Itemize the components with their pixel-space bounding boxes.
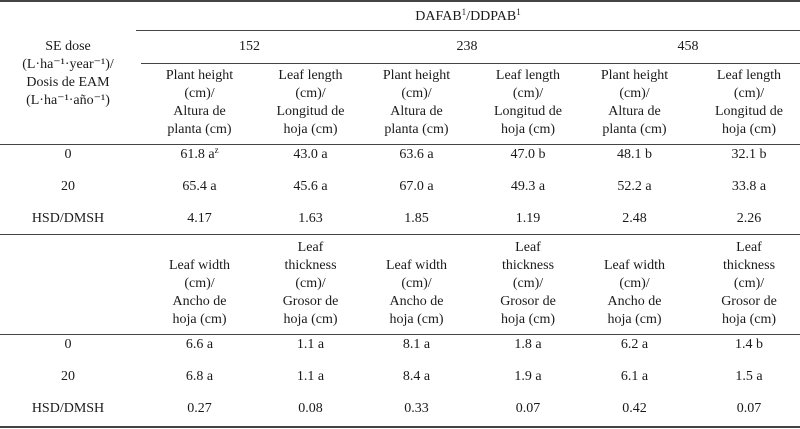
row-label: 0 [64, 337, 72, 352]
column-header-line: Leaf width [385, 258, 448, 273]
column-header [480, 67, 576, 139]
column-header-line: Leaf length [278, 68, 343, 83]
column-header-line: planta (cm) [167, 122, 232, 137]
table-cell [358, 400, 475, 418]
column-header-line: (cm)/ [295, 86, 326, 101]
table-cell [576, 336, 693, 354]
group-title [136, 8, 800, 26]
cell-value: 1.4 b [735, 337, 763, 352]
table-cell [480, 336, 576, 354]
section-divider-rule [0, 234, 800, 235]
column-header-line: Grosor de [721, 294, 777, 309]
period-underline-238 [358, 63, 576, 64]
column-header-line: hoja (cm) [172, 312, 227, 327]
cell-value: 6.2 a [620, 337, 649, 352]
column-header-line: hoja (cm) [283, 122, 338, 137]
cell-value: 2.26 [736, 211, 762, 226]
cell-value: 1.8 a [514, 337, 542, 352]
column-header-line: (cm)/ [401, 86, 432, 101]
table-cell [698, 146, 800, 164]
table-cell [576, 400, 693, 418]
column-header-line: (cm)/ [733, 276, 765, 291]
table-cell [263, 400, 358, 418]
group-underline [136, 30, 800, 31]
column-header-line: planta (cm) [384, 122, 449, 137]
table-cell [141, 210, 258, 228]
column-header-line: Ancho de [607, 294, 662, 309]
column-header-line: Plant height [600, 68, 669, 83]
table-cell [263, 146, 358, 164]
table-cell [698, 368, 800, 386]
cell-value: 2.48 [622, 211, 647, 226]
column-header-line: Altura de [390, 104, 443, 119]
column-header-line: Grosor de [500, 294, 556, 309]
column-header-line: Plant height [165, 68, 234, 83]
column-header-line: (cm)/ [184, 86, 215, 101]
column-header-line: hoja (cm) [389, 312, 444, 327]
column-header-line: (cm)/ [401, 276, 432, 291]
cell-value: 52.2 a [617, 179, 652, 194]
column-header-line: (cm)/ [619, 86, 650, 101]
cell-value: 6.6 a [185, 337, 214, 352]
cell-value: 33.8 a [731, 179, 767, 194]
table-cell [141, 146, 258, 164]
cell-value: 48.1 b [617, 147, 652, 162]
column-header-line: Longitud de [276, 104, 345, 119]
row-header-line: SE dose [45, 39, 91, 54]
column-header-line: Ancho de [389, 294, 444, 309]
table-cell [480, 400, 576, 418]
cell-value: 65.4 a [182, 179, 217, 194]
cell-value: 0.27 [187, 401, 212, 416]
column-header-line: hoja (cm) [500, 312, 556, 327]
cell-footnote-mark: z [214, 145, 219, 155]
group-title-a-sup: 1 [461, 7, 467, 17]
top-rule [0, 0, 800, 2]
group-title-sep: / [466, 9, 471, 24]
row-label: HSD/DMSH [31, 211, 105, 226]
column-header-line: hoja (cm) [500, 122, 556, 137]
period-header-238: 238 [456, 39, 478, 54]
column-header [576, 67, 693, 139]
column-header [698, 239, 800, 329]
table-cell [698, 336, 800, 354]
table-cell [358, 178, 475, 196]
table-cell [358, 336, 475, 354]
table-cell [263, 336, 358, 354]
cell-value: 0.42 [622, 401, 647, 416]
column-header-line: Plant height [382, 68, 451, 83]
column-header [358, 67, 475, 139]
cell-value: 0.33 [404, 401, 429, 416]
row-label: 20 [61, 179, 75, 194]
column-header [263, 67, 358, 139]
row-header-line: (L·ha⁻¹·año⁻¹) [26, 93, 110, 108]
column-header-line: (cm)/ [184, 276, 215, 291]
period-header-152: 152 [239, 39, 260, 54]
column-header [263, 239, 358, 329]
column-header-line: Ancho de [172, 294, 227, 309]
cell-value: 0.07 [736, 401, 762, 416]
bottom-rule [0, 426, 800, 428]
cell-value: 1.63 [298, 211, 323, 226]
cell-value: 45.6 a [293, 179, 328, 194]
column-header-line: thickness [722, 258, 776, 273]
cell-value: 32.1 b [731, 147, 767, 162]
column-header-line: Grosor de [282, 294, 339, 309]
table-cell [141, 368, 258, 386]
cell-value: 47.0 b [510, 147, 546, 162]
column-header-line: Leaf width [168, 258, 231, 273]
table-cell [576, 210, 693, 228]
row-header-line: Dosis de EAM [26, 75, 110, 90]
row-header [0, 38, 136, 110]
column-header-line: thickness [284, 258, 337, 273]
table-cell [263, 368, 358, 386]
row-label: HSD/DMSH [31, 401, 105, 416]
cell-value: 4.17 [187, 211, 212, 226]
table-cell [698, 400, 800, 418]
column-header-line: Leaf width [603, 258, 666, 273]
table-cell [576, 146, 693, 164]
cell-value: 6.1 a [620, 369, 649, 384]
period-underline-458 [576, 63, 800, 64]
cell-value: 1.1 a [296, 337, 325, 352]
column-header [141, 67, 258, 139]
row-header-line: (L·ha⁻¹·year⁻¹)/ [22, 57, 114, 72]
cell-value: 8.1 a [402, 337, 431, 352]
column-header-line: (cm)/ [512, 276, 544, 291]
group-title-a: DAFAB [415, 9, 462, 24]
cell-value: 1.85 [404, 211, 429, 226]
table-cell [698, 210, 800, 228]
column-header-line: (cm)/ [512, 86, 544, 101]
column-header [358, 257, 475, 329]
table-cell [480, 146, 576, 164]
column-header-line: (cm)/ [295, 276, 326, 291]
column-header-line: (cm)/ [619, 276, 650, 291]
group-title-b-sup: 1 [516, 7, 521, 17]
column-header-line: planta (cm) [602, 122, 667, 137]
column-header-line: Leaf length [716, 68, 782, 83]
column-header-line: Longitud de [714, 104, 784, 119]
cell-value: 6.8 a [185, 369, 214, 384]
row-label: 0 [64, 147, 72, 162]
period-header-458: 458 [677, 39, 699, 54]
table-cell [480, 210, 576, 228]
column-header [141, 257, 258, 329]
column-header-line: Longitud de [493, 104, 563, 119]
table-cell [141, 336, 258, 354]
column-header-line: Leaf [297, 240, 324, 255]
column-header-line: Altura de [608, 104, 661, 119]
cell-value: 61.8 a [180, 147, 215, 162]
period-underline-152 [141, 63, 358, 64]
column-header-line: hoja (cm) [721, 312, 777, 327]
cell-value: 43.0 a [293, 147, 328, 162]
cell-value: 63.6 a [399, 147, 434, 162]
table-cell [480, 178, 576, 196]
column-header-line: hoja (cm) [721, 122, 777, 137]
column-header [576, 257, 693, 329]
column-header-line: Leaf length [495, 68, 561, 83]
cell-value: 49.3 a [510, 179, 546, 194]
table-cell [358, 210, 475, 228]
row-label: 20 [61, 369, 75, 384]
table-cell [698, 178, 800, 196]
cell-value: 8.4 a [402, 369, 431, 384]
cell-value: 1.19 [515, 211, 541, 226]
cell-value: 1.9 a [514, 369, 542, 384]
group-title-b: DDPAB [470, 9, 517, 24]
column-header-line: Altura de [173, 104, 226, 119]
column-header-line: (cm)/ [733, 86, 765, 101]
cell-value: 67.0 a [399, 179, 434, 194]
column-header-line: Leaf [736, 240, 762, 255]
table-cell [141, 178, 258, 196]
column-header-line: Leaf [515, 240, 541, 255]
cell-value: 0.07 [515, 401, 541, 416]
cell-value: 1.1 a [296, 369, 325, 384]
column-header [698, 67, 800, 139]
cell-value: 0.08 [298, 401, 323, 416]
cell-value: 1.5 a [735, 369, 763, 384]
column-header-line: hoja (cm) [283, 312, 338, 327]
table-cell [576, 178, 693, 196]
table-cell [141, 400, 258, 418]
table-cell [480, 368, 576, 386]
table-cell [358, 146, 475, 164]
section2-header-rule [0, 334, 800, 335]
table-cell [358, 368, 475, 386]
table-cell [576, 368, 693, 386]
column-header-line: thickness [501, 258, 555, 273]
table-cell [263, 178, 358, 196]
header-bottom-rule [0, 144, 800, 145]
column-header [480, 239, 576, 329]
column-header-line: hoja (cm) [607, 312, 662, 327]
table-cell [263, 210, 358, 228]
